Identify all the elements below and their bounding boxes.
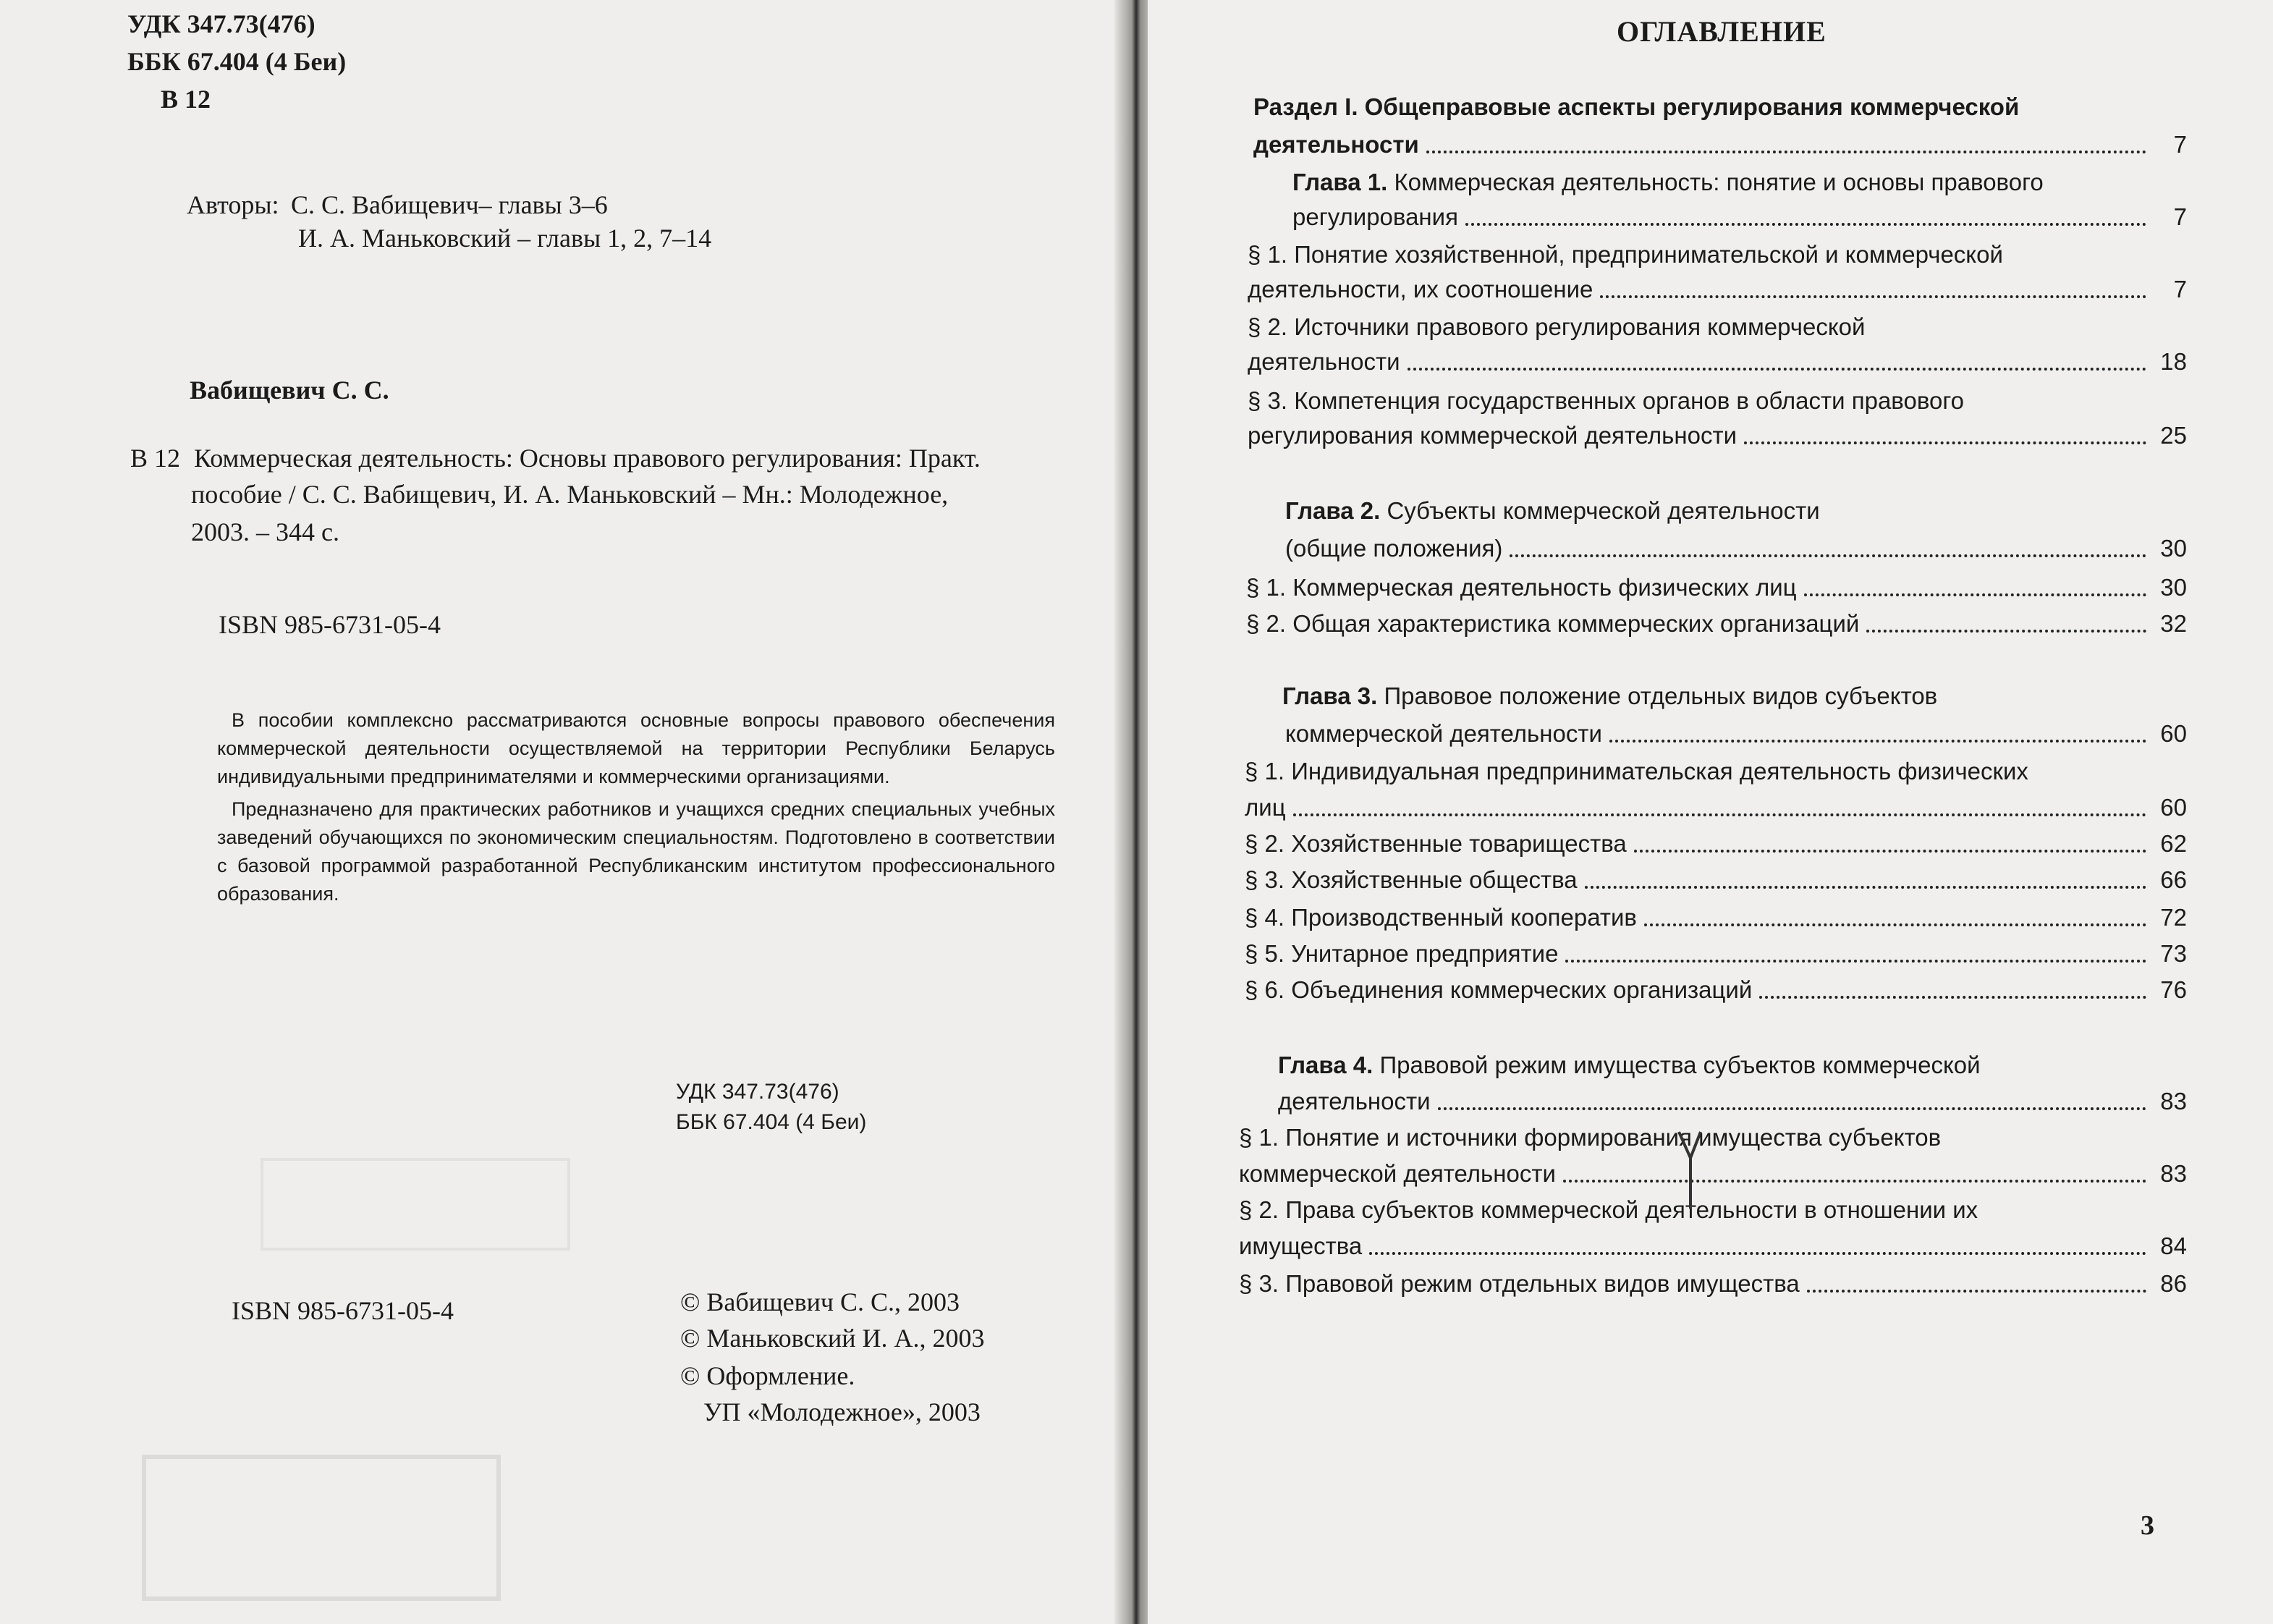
toc-chapter-4 bbox=[1278, 1087, 2187, 1116]
toc-page-number: 18 bbox=[2160, 348, 2187, 375]
toc-chapter-3-line-2: коммерческой деятельности bbox=[1285, 720, 1602, 747]
toc-page-number: 30 bbox=[2160, 535, 2187, 562]
toc-page-number: 86 bbox=[2160, 1270, 2187, 1297]
toc-3-2 bbox=[1245, 829, 2187, 858]
toc-chapter-1-line-1 bbox=[1292, 168, 2044, 197]
toc-3-6-title: § 6. Объединения коммерческих организаций bbox=[1245, 976, 1753, 1003]
toc-chapter-2 bbox=[1285, 534, 2187, 563]
copyright-2: © Маньковский И. А., 2003 bbox=[680, 1324, 985, 1353]
toc-page-number: 72 bbox=[2160, 904, 2187, 931]
chapter-label: Глава 4. bbox=[1278, 1052, 1373, 1078]
leader-dots bbox=[1293, 813, 2146, 816]
toc-page-number: 30 bbox=[2160, 574, 2187, 601]
toc-3-1 bbox=[1245, 793, 2187, 822]
isbn-top: ISBN 985-6731-05-4 bbox=[219, 610, 441, 639]
toc-page-number: 62 bbox=[2160, 830, 2187, 857]
toc-1-2 bbox=[1248, 347, 2187, 376]
toc-chapter-4-line-2: деятельности bbox=[1278, 1088, 1431, 1115]
toc-1-1-line-1: § 1. Понятие хозяйственной, предпринимательской и коммерческой bbox=[1248, 241, 2003, 268]
leader-dots bbox=[1804, 593, 2146, 596]
toc-4-2-line-1: § 2. Права субъектов коммерческой деятельности в отношении их bbox=[1239, 1196, 1978, 1223]
leader-dots bbox=[1563, 1180, 2146, 1183]
udk-code: УДК 347.73(476) bbox=[127, 9, 316, 38]
bbk-code: ББК 67.404 (4 Беи) bbox=[127, 47, 347, 76]
leader-dots bbox=[1866, 630, 2146, 633]
leader-dots bbox=[1609, 740, 2146, 743]
pen-mark-icon bbox=[1676, 1129, 1705, 1216]
toc-3-6 bbox=[1245, 976, 2187, 1005]
leader-dots bbox=[1510, 554, 2146, 557]
toc-page-number: 60 bbox=[2160, 720, 2187, 747]
biblio-line-3: 2003. – 344 с. bbox=[191, 517, 339, 546]
leader-dots bbox=[1369, 1252, 2146, 1255]
leader-dots bbox=[1465, 223, 2146, 226]
toc-page-number: 25 bbox=[2160, 422, 2187, 449]
toc-page-number: 7 bbox=[2173, 131, 2187, 158]
toc-3-5-title: § 5. Унитарное предприятие bbox=[1245, 940, 1559, 967]
toc-page-number: 83 bbox=[2160, 1160, 2187, 1187]
toc-chapter-2-line-2: (общие положения) bbox=[1285, 535, 1503, 562]
toc-1-2-line-2: деятельности bbox=[1248, 348, 1400, 375]
left-page bbox=[0, 0, 1129, 1624]
toc-1-1 bbox=[1248, 275, 2187, 304]
toc-2-2-title: § 2. Общая характеристика коммерческих организаций bbox=[1246, 610, 1860, 637]
biblio-line-1: Коммерческая деятельность: Основы правового регулирования: Практ. bbox=[194, 444, 981, 473]
toc-1-2-line-1: § 2. Источники правового регулирования коммерческой bbox=[1248, 313, 1866, 340]
toc-4-3-title: § 3. Правовой режим отдельных видов имущества bbox=[1239, 1270, 1800, 1297]
stamp-shadow bbox=[261, 1158, 570, 1251]
toc-section-1-line-1: Раздел I. Общеправовые аспекты регулирования коммерческой bbox=[1253, 93, 2020, 120]
toc-chapter-4-line-1 bbox=[1278, 1051, 1981, 1080]
chapter-label: Глава 3. bbox=[1282, 682, 1378, 709]
annotation-paragraph-1: В пособии комплексно рассматриваются основные вопросы правового обеспечения коммерческой деятельности осуществляемой на территории Республики Беларусь индивидуальными предпринимателями и коммерческими организациями. bbox=[217, 709, 1055, 787]
leader-dots bbox=[1744, 441, 2146, 444]
leader-dots bbox=[1759, 996, 2146, 999]
leader-dots bbox=[1585, 886, 2146, 889]
toc-page-number: 66 bbox=[2160, 866, 2187, 893]
toc-2-1 bbox=[1246, 573, 2187, 602]
toc-1-1-line-2: деятельности, их соотношение bbox=[1248, 276, 1593, 303]
toc-4-3 bbox=[1239, 1269, 2187, 1298]
toc-page-number: 84 bbox=[2160, 1232, 2187, 1259]
toc-3-3 bbox=[1245, 866, 2187, 895]
toc-chapter-2-line-1 bbox=[1285, 496, 1820, 525]
toc-page-number: 73 bbox=[2160, 940, 2187, 967]
main-author: Вабищевич С. С. bbox=[190, 376, 389, 405]
chapter-label: Глава 2. bbox=[1285, 497, 1381, 524]
chapter-label: Глава 1. bbox=[1292, 169, 1388, 195]
chapter-title: Коммерческая деятельность: понятие и основы правового bbox=[1387, 169, 2044, 195]
leader-dots bbox=[1408, 368, 2146, 371]
toc-title: ОГЛАВЛЕНИЕ bbox=[1617, 15, 1827, 48]
toc-3-3-title: § 3. Хозяйственные общества bbox=[1245, 866, 1578, 893]
toc-3-1-line-2: лиц bbox=[1245, 794, 1286, 821]
toc-chapter-1-line-2: регулирования bbox=[1292, 203, 1458, 230]
udk-code-bottom: УДК 347.73(476) bbox=[676, 1080, 839, 1104]
toc-3-1-line-1: § 1. Индивидуальная предпринимательская деятельность физических bbox=[1245, 758, 2028, 784]
leader-dots bbox=[1565, 960, 2146, 963]
toc-2-1-title: § 1. Коммерческая деятельность физических лиц bbox=[1246, 574, 1797, 601]
right-page bbox=[1148, 0, 2273, 1624]
toc-chapter-3 bbox=[1285, 719, 2187, 748]
toc-3-2-title: § 2. Хозяйственные товарищества bbox=[1245, 830, 1627, 857]
toc-page-number: 60 bbox=[2160, 794, 2187, 821]
biblio-code: В 12 bbox=[130, 444, 181, 473]
toc-4-2-line-2: имущества bbox=[1239, 1232, 1363, 1259]
chapter-title: Правовое положение отдельных видов субъектов bbox=[1377, 682, 1938, 709]
toc-4-1-line-2: коммерческой деятельности bbox=[1239, 1160, 1556, 1187]
leader-dots bbox=[1807, 1290, 2146, 1293]
toc-section-1 bbox=[1253, 130, 2187, 159]
author-mark: В 12 bbox=[161, 85, 211, 114]
toc-page-number: 7 bbox=[2173, 276, 2187, 303]
annotation bbox=[217, 706, 1055, 908]
author-2: И. А. Маньковский – главы 1, 2, 7–14 bbox=[298, 224, 712, 253]
toc-page-number: 32 bbox=[2160, 610, 2187, 637]
toc-3-4-title: § 4. Производственный кооператив bbox=[1245, 904, 1637, 931]
leader-dots bbox=[1634, 850, 2146, 853]
annotation-paragraph-2: Предназначено для практических работников и учащихся средних специальных учебных заведений обучающихся по экономическим специальностям. Подготовлено в соответствии с базовой программой разработанной Республиканским институтом профессионального образования. bbox=[217, 798, 1055, 905]
author-1: С. С. Вабищевич– главы 3–6 bbox=[291, 190, 608, 219]
toc-2-2 bbox=[1246, 609, 2187, 638]
library-stamp-shadow bbox=[142, 1455, 501, 1601]
page-number: 3 bbox=[2141, 1510, 2154, 1541]
leader-dots bbox=[1644, 923, 2146, 926]
isbn-bottom: ISBN 985-6731-05-4 bbox=[232, 1296, 454, 1325]
leader-dots bbox=[1438, 1107, 2146, 1110]
leader-dots bbox=[1426, 151, 2146, 153]
toc-4-1-line-1: § 1. Понятие и источники формирования имущества субъектов bbox=[1239, 1124, 1942, 1151]
toc-1-3-line-1: § 3. Компетенция государственных органов в области правового bbox=[1248, 387, 1964, 414]
toc-1-3 bbox=[1248, 421, 2187, 450]
toc-1-3-line-2: регулирования коммерческой деятельности bbox=[1248, 422, 1737, 449]
bbk-code-bottom: ББК 67.404 (4 Беи) bbox=[676, 1110, 867, 1134]
toc-3-4 bbox=[1245, 903, 2187, 932]
toc-chapter-1 bbox=[1292, 203, 2187, 232]
toc-chapter-3-line-1 bbox=[1282, 682, 1937, 711]
biblio-line-2: пособие / С. С. Вабищевич, И. А. Маньковский – Мн.: Молодежное, bbox=[191, 480, 949, 509]
toc-4-2 bbox=[1239, 1232, 2187, 1261]
toc-section-1-line-2: деятельности bbox=[1253, 131, 1419, 158]
copyright-1: © Вабищевич С. С., 2003 bbox=[680, 1287, 960, 1316]
toc-4-1 bbox=[1239, 1159, 2187, 1188]
leader-dots bbox=[1600, 295, 2146, 298]
toc-page-number: 7 bbox=[2173, 203, 2187, 230]
chapter-title: Субъекты коммерческой деятельности bbox=[1380, 497, 1820, 524]
toc-3-5 bbox=[1245, 939, 2187, 968]
authors-label: Авторы: bbox=[187, 190, 279, 219]
chapter-title: Правовой режим имущества субъектов коммерческой bbox=[1373, 1052, 1981, 1078]
copyright-3: © Оформление. bbox=[680, 1361, 855, 1390]
toc-page-number: 76 bbox=[2160, 976, 2187, 1003]
copyright-4: УП «Молодежное», 2003 bbox=[703, 1397, 981, 1426]
toc-page-number: 83 bbox=[2160, 1088, 2187, 1115]
